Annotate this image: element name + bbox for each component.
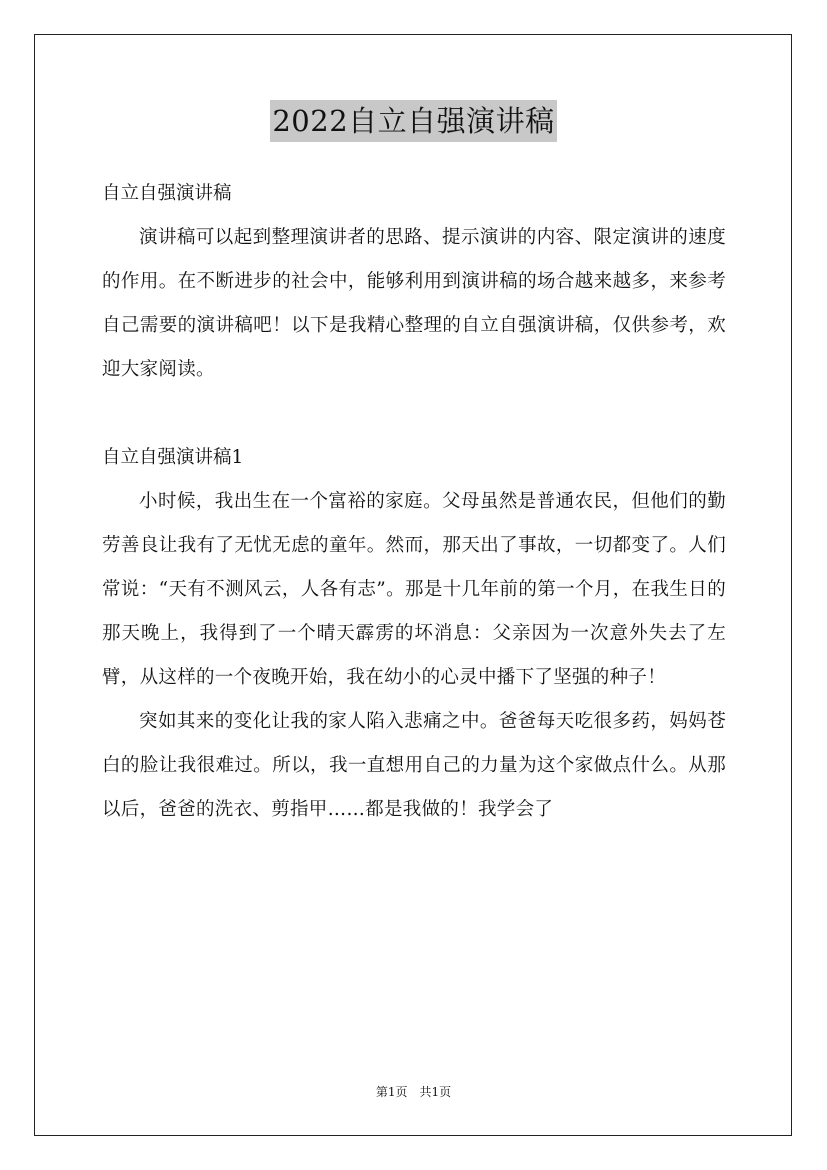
intro-paragraph: 演讲稿可以起到整理演讲者的思路、提示演讲的内容、限定演讲的速度的作用。在不断进步的社会中，能够利用到演讲稿的场合越来越多，来参考自己需要的演讲稿吧！以下是我精心整理的自立自强演讲稿，仅供参考，欢迎大家阅读。 (102, 227, 726, 380)
speech1-paragraph-2: 突如其来的变化让我的家人陷入悲痛之中。爸爸每天吃很多药，妈妈苍白的脸让我很难过。所以，我一直想用自己的力量为这个家做点什么。从那以后，爸爸的洗衣、剪指甲……都是我做的！我学会了 (102, 711, 726, 820)
title-container (0, 100, 827, 142)
section-heading: 自立自强演讲稿 (102, 183, 232, 204)
page-number: 第1页 共1页 (375, 1085, 452, 1099)
speech1-heading: 自立自强演讲稿1 (102, 447, 244, 468)
speech1-paragraph-1: 小时候，我出生在一个富裕的家庭。父母虽然是普通农民，但他们的勤劳善良让我有了无忧无虑的童年。然而，那天出了事故，一切都变了。人们常说：“天有不测风云，人各有志”。那是十几年前的第一个月，在我生日的那天晚上，我得到了一个晴天霹雳的坏消息：父亲因为一次意外失去了左臂，从这样的一个夜晚开始，我在幼小的心灵中播下了坚强的种子！ (102, 491, 726, 688)
document-title: 2022自立自强演讲稿 (270, 100, 556, 142)
page-footer (0, 1083, 827, 1101)
document-body (102, 172, 726, 832)
